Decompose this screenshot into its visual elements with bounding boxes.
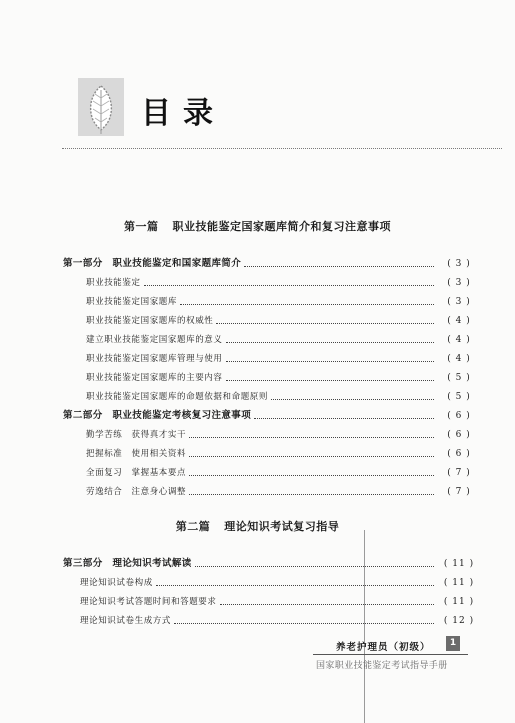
dot-leader (144, 285, 434, 286)
toc-item[interactable] (86, 389, 481, 405)
toc-part[interactable] (63, 556, 481, 572)
toc-item[interactable] (86, 351, 481, 367)
toc-label: 理论知识试卷生成方式 (80, 616, 172, 626)
dot-leader (216, 323, 434, 324)
toc-page-number: ( 6 ) (447, 449, 471, 459)
toc-item[interactable] (80, 575, 481, 591)
toc-label: 第三部分 理论知识考试解读 (63, 558, 192, 569)
dot-leader (220, 604, 434, 605)
dot-leader (254, 418, 434, 419)
dot-leader (226, 361, 434, 362)
page-title: 目录 (141, 96, 225, 131)
toc-page-number: ( 11 ) (443, 597, 475, 607)
toc-label: 第一部分 职业技能鉴定和国家题库简介 (63, 258, 242, 269)
toc-item[interactable] (86, 275, 481, 291)
toc-label: 建立职业技能鉴定国家题库的意义 (86, 335, 223, 345)
toc-label: 理论知识试卷构成 (80, 578, 153, 588)
dot-leader (244, 266, 434, 267)
dot-leader (195, 566, 434, 567)
header-divider (62, 148, 502, 149)
toc-label: 第二部分 职业技能鉴定考核复习注意事项 (63, 410, 252, 421)
toc-page-number: ( 11 ) (443, 578, 475, 588)
toc-item[interactable] (86, 332, 481, 348)
section-heading (0, 518, 515, 534)
toc-page-number: ( 3 ) (447, 278, 471, 288)
toc-label: 把握标准 使用相关资料 (86, 449, 187, 459)
toc-page-number: ( 4 ) (447, 335, 471, 345)
toc-page-number: ( 11 ) (443, 559, 475, 569)
dot-leader (174, 623, 434, 624)
toc-label: 全面复习 掌握基本要点 (86, 468, 187, 478)
toc-item[interactable] (86, 484, 481, 500)
toc-page-number: ( 6 ) (447, 430, 471, 440)
toc-label: 勤学苦练 获得真才实干 (86, 430, 187, 440)
section-title: 理论知识考试复习指导 (224, 520, 340, 533)
toc-part[interactable] (63, 408, 481, 424)
toc-page-number: ( 3 ) (447, 297, 471, 307)
section-title: 职业技能鉴定国家题库简介和复习注意事项 (172, 220, 391, 233)
toc-label: 职业技能鉴定国家题库的权威性 (86, 316, 214, 326)
toc-item[interactable] (86, 313, 481, 329)
leaf-icon (78, 78, 124, 136)
toc-label: 职业技能鉴定 (86, 278, 141, 288)
toc-label: 劳逸结合 注意身心调整 (86, 487, 187, 497)
toc-page-number: ( 4 ) (447, 316, 471, 326)
section-number: 第一篇 (124, 220, 159, 233)
dot-leader (271, 399, 434, 400)
toc-page-number: ( 5 ) (447, 373, 471, 383)
dot-leader (226, 380, 434, 381)
toc-label: 职业技能鉴定国家题库的命题依据和命题原则 (86, 392, 269, 402)
toc-label: 职业技能鉴定国家题库 (86, 297, 178, 307)
toc-page-number: ( 5 ) (447, 392, 471, 402)
section-heading (0, 218, 515, 234)
toc-page-number: ( 7 ) (447, 487, 471, 497)
dot-leader (189, 494, 434, 495)
toc-page-number: ( 4 ) (447, 354, 471, 364)
toc-item[interactable] (86, 294, 481, 310)
toc-item[interactable] (86, 370, 481, 386)
dot-leader (226, 342, 434, 343)
toc-page-number: ( 7 ) (447, 468, 471, 478)
section-number: 第二篇 (175, 520, 211, 533)
toc-item[interactable] (86, 446, 481, 462)
dot-leader (189, 456, 434, 457)
dot-leader (180, 304, 434, 305)
toc-item[interactable] (86, 465, 481, 481)
toc-item[interactable] (80, 613, 481, 629)
dot-leader (189, 437, 434, 438)
toc-page-number: ( 12 ) (443, 616, 475, 626)
toc-label: 职业技能鉴定国家题库的主要内容 (86, 373, 223, 383)
leaf-logo (78, 78, 124, 136)
toc-label: 理论知识考试答题时间和答题要求 (80, 597, 217, 607)
toc-page-number: ( 6 ) (447, 411, 471, 421)
scan-artifact-line (364, 530, 365, 723)
toc-item[interactable] (86, 427, 481, 443)
footer-series-title: 国家职业技能鉴定考试指导手册 (316, 661, 448, 671)
footer-divider (313, 654, 468, 655)
toc-part[interactable] (63, 256, 481, 272)
toc-page-number: ( 3 ) (447, 259, 471, 269)
dot-leader (189, 475, 434, 476)
footer-page-number: 1 (446, 636, 460, 651)
toc-item[interactable] (80, 594, 481, 610)
footer-book-title: 养老护理员（初级） (336, 642, 431, 653)
toc-label: 职业技能鉴定国家题库管理与使用 (86, 354, 223, 364)
dot-leader (156, 585, 434, 586)
